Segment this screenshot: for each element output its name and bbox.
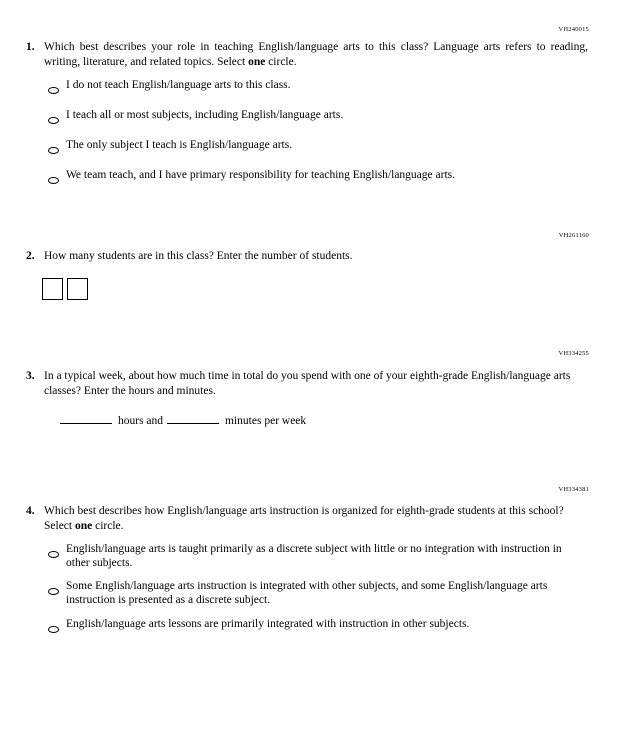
question-number: 4. (26, 505, 35, 517)
question-text-emphasis: one (74, 519, 93, 532)
digit-box[interactable] (67, 278, 88, 300)
question-text-part: circle. (92, 519, 124, 532)
question-block-1 (26, 40, 588, 198)
question-header (26, 40, 588, 69)
option-label: I teach all or most subjects, including English/language arts. (66, 109, 344, 122)
item-code: VH261160 (558, 232, 589, 239)
question-block-3 (26, 369, 588, 427)
question-number: 1. (26, 41, 35, 53)
option-list (26, 78, 588, 189)
question-text (44, 504, 588, 533)
oval-icon[interactable] (48, 620, 66, 638)
option-row[interactable] (26, 78, 588, 99)
question-text-part: Which best describes how English/language arts instruction is organized for eighth-grade students at this school? Select (44, 505, 564, 532)
oval-icon[interactable] (48, 545, 66, 563)
question-number: 2. (26, 250, 35, 262)
option-row[interactable] (26, 168, 588, 189)
option-row[interactable] (26, 617, 588, 638)
item-code: VH334381 (558, 486, 589, 493)
question-text (44, 40, 588, 69)
oval-icon[interactable] (48, 171, 66, 189)
option-label: English/language arts is taught primarily as a discrete subject with little or no integration with instruction in other subjects. (66, 543, 562, 570)
minutes-label: minutes per week (225, 415, 307, 428)
oval-icon[interactable] (48, 111, 66, 129)
hours-label: hours and (118, 415, 164, 428)
oval-icon[interactable] (48, 582, 66, 600)
item-code: VH334255 (558, 350, 589, 357)
question-text: In a typical week, about how much time in total do you spend with one of your eighth-grade English/language arts classes? Enter the hours and minutes. (44, 370, 571, 397)
option-label: English/language arts lessons are primarily integrated with instruction in other subjects. (66, 617, 470, 630)
question-block-2 (26, 249, 588, 300)
hours-input[interactable] (60, 412, 112, 424)
question-text-part: Which best describes your role in teaching English/language arts to this class? Language arts refers to reading, writing, literature, and related topics. Select (44, 41, 588, 68)
option-label: We team teach, and I have primary responsibility for teaching English/language arts. (66, 169, 455, 182)
question-text-emphasis: one (248, 55, 266, 68)
question-text: How many students are in this class? Enter the number of students. (44, 250, 353, 262)
question-header (26, 249, 588, 264)
item-code: VH240015 (558, 26, 589, 33)
option-list (26, 542, 588, 637)
digit-box[interactable] (42, 278, 63, 300)
question-block-4 (26, 504, 588, 647)
question-header (26, 504, 588, 533)
option-label: Some English/language arts instruction is integrated with other subjects, and some English/language arts instruction is presented as a discrete subject. (66, 580, 548, 607)
time-entry-row (60, 412, 588, 427)
question-number: 3. (26, 370, 35, 382)
question-text-part: circle. (265, 55, 297, 68)
option-label: I do not teach English/language arts to this class. (66, 79, 291, 92)
option-label: The only subject I teach is English/language arts. (66, 139, 293, 152)
option-row[interactable] (26, 108, 588, 129)
option-row[interactable] (26, 542, 588, 570)
option-row[interactable] (26, 579, 588, 607)
option-row[interactable] (26, 138, 588, 159)
number-entry-boxes[interactable] (42, 278, 588, 300)
oval-icon[interactable] (48, 81, 66, 99)
minutes-input[interactable] (167, 412, 219, 424)
oval-icon[interactable] (48, 141, 66, 159)
question-header (26, 369, 588, 398)
